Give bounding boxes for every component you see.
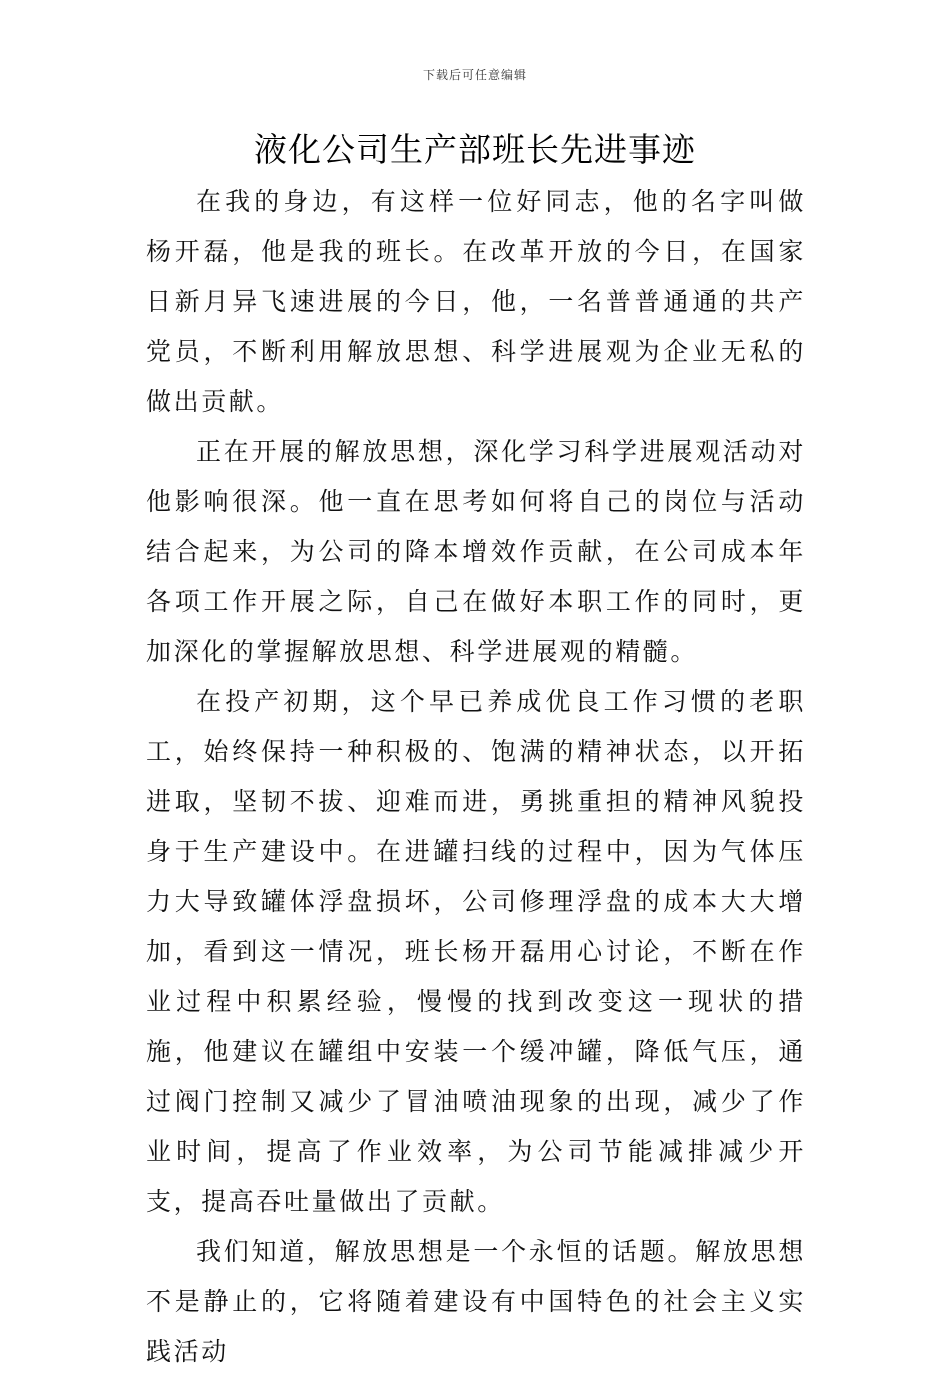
paragraph-2: 正在开展的解放思想，深化学习科学进展观活动对他影响很深。他一直在思考如何将自己的岗位与活动结合起来，为公司的降本增效作贡献，在公司成本年各项工作开展之际，自己在做好本职工作的同时，更加深化的掌握解放思想、科学进展观的精髓。 (146, 437, 806, 666)
header-note: 下载后可任意编辑 (422, 68, 527, 82)
paragraph-4: 我们知道，解放思想是一个永恒的话题。解放思想不是静止的，它将随着建设有中国特色的社会主义实践活动 (146, 1237, 806, 1366)
document-title: 液化公司生产部班长先进事迹 (254, 130, 696, 169)
paragraph-3: 在投产初期，这个早已养成优良工作习惯的老职工，始终保持一种积极的、饱满的精神状态，以开拓进取，坚韧不拔、迎难而进，勇挑重担的精神风貌投身于生产建设中。在进罐扫线的过程中，因为气体压力大导致罐体浮盘损坏，公司修理浮盘的成本大大增加，看到这一情况，班长杨开磊用心讨论，不断在作业过程中积累经验，慢慢的找到改变这一现状的措施，他建议在罐组中安装一个缓冲罐，降低气压，通过阀门控制又减少了冒油喷油现象的出现，减少了作业时间，提高了作业效率，为公司节能减排减少开支，提高吞吐量做出了贡献。 (146, 687, 806, 1216)
document-body (146, 177, 806, 1377)
paragraph-1: 在我的身边，有这样一位好同志，他的名字叫做 杨开磊，他是我的班长。在改革开放的今日，在国家日新月异飞速进展的今日，他，一名普普通通的共产党员，不断利用解放思想、科学进展观为企业无私的做出贡献。 (146, 187, 806, 416)
